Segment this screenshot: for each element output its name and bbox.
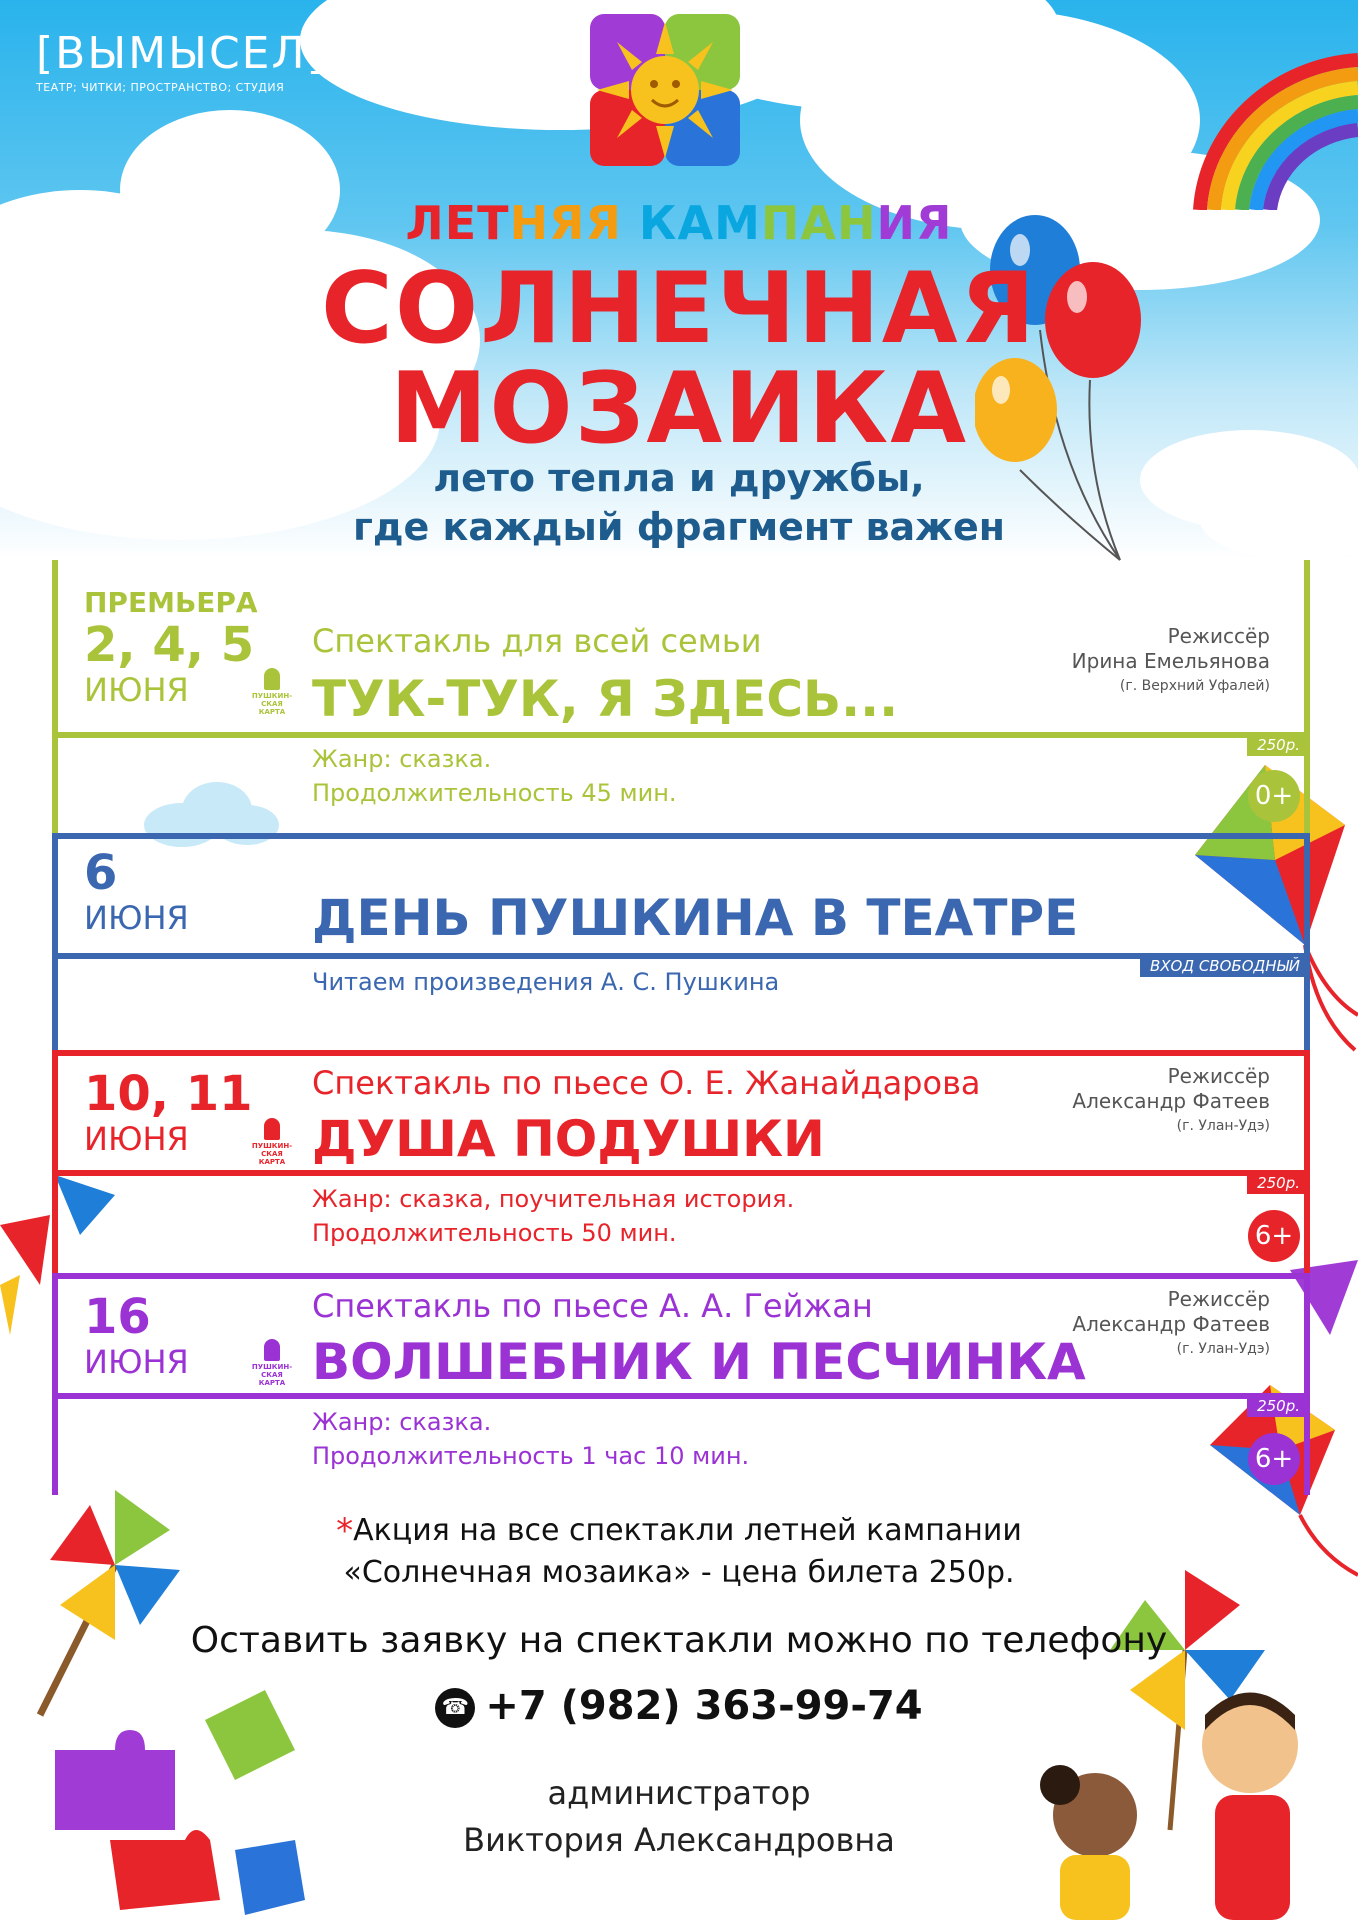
event-card-1 <box>52 560 1310 835</box>
subtitle-line-1: лето тепла и дружбы, <box>433 456 925 500</box>
promo-line-1-text: Акция на все спектакли летней кампании <box>353 1513 1022 1548</box>
campaign-heading-part: КАМ <box>621 196 761 250</box>
event-kicker: Спектакль по пьесе О. Е. Жанайдарова <box>312 1064 981 1102</box>
event-kicker: Спектакль для всей семьи <box>312 622 762 660</box>
event-border <box>52 560 58 835</box>
campaign-heading-part: ИЯ <box>876 196 953 250</box>
promo-line-1 <box>0 1510 1358 1552</box>
sun-logo-icon <box>590 14 740 166</box>
event-border <box>1304 833 1310 1053</box>
director-name: Александр Фатеев <box>1072 1312 1270 1336</box>
event-card-3 <box>52 1050 1310 1280</box>
event-kicker: Спектакль по пьесе А. А. Гейжан <box>312 1287 873 1325</box>
age-rating-badge: 6+ <box>1248 1433 1300 1485</box>
pushkin-card-badge <box>250 1118 294 1166</box>
event-divider <box>52 732 1310 738</box>
event-date-days: 2, 4, 5 <box>84 617 255 673</box>
price-tag: 250р. <box>1247 1172 1310 1194</box>
campaign-heading <box>0 196 1358 250</box>
event-border <box>52 833 58 1053</box>
event-date <box>84 847 189 937</box>
event-date-days: 16 <box>84 1289 151 1345</box>
director-city: (г. Улан-Удэ) <box>1176 1341 1270 1357</box>
event-title: ДЕНЬ ПУШКИНА В ТЕАТРЕ <box>312 889 1079 947</box>
director-city: (г. Улан-Удэ) <box>1176 1118 1270 1134</box>
phone-icon: ☎ <box>435 1688 475 1728</box>
event-card-4 <box>52 1273 1310 1495</box>
event-date <box>84 1291 189 1381</box>
director-city: (г. Верхний Уфалей) <box>1119 678 1270 694</box>
event-divider <box>52 953 1310 959</box>
director-role: Режиссёр <box>1167 624 1270 648</box>
apply-text: Оставить заявку на спектакли можно по телефону <box>190 1620 1168 1661</box>
brand-tagline: ТЕАТР; ЧИТКИ; ПРОСТРАНСТВО; СТУДИЯ <box>36 81 285 94</box>
event-border <box>52 1050 58 1280</box>
event-genre: Жанр: сказка. <box>312 745 492 773</box>
event-duration: Продолжительность 50 мин. <box>312 1219 677 1247</box>
event-divider <box>52 1273 1310 1279</box>
event-card-2 <box>52 833 1310 1053</box>
director-name: Александр Фатеев <box>1072 1089 1270 1113</box>
event-date-month: ИЮНЯ <box>84 671 189 709</box>
brand-name: [ВЫМЫСЕЛ] <box>36 28 326 79</box>
director-role: Режиссёр <box>1167 1064 1270 1088</box>
admin-role: администратор <box>547 1774 811 1812</box>
pushkin-card-label: ПУШКИН- СКАЯ КАРТА <box>251 692 293 716</box>
event-date-days: 6 <box>84 845 118 901</box>
pushkin-card-icon <box>264 668 280 690</box>
rainbow-illustration <box>1180 40 1358 210</box>
event-duration: Продолжительность 1 час 10 мин. <box>312 1442 750 1470</box>
free-entry-tag: ВХОД СВОБОДНЫЙ <box>1140 955 1310 977</box>
event-title: ВОЛШЕБНИК И ПЕСЧИНКА <box>312 1333 1086 1391</box>
pushkin-card-label: ПУШКИН- СКАЯ КАРТА <box>251 1142 293 1166</box>
price-tag: 250р. <box>1247 1395 1310 1417</box>
promo-text <box>0 1510 1358 1594</box>
event-border <box>1304 1273 1310 1495</box>
event-divider <box>52 1050 1310 1056</box>
price-tag: 250р. <box>1247 734 1310 756</box>
event-date-days: 10, 11 <box>84 1066 253 1122</box>
asterisk: * <box>336 1511 354 1551</box>
event-title: ТУК-ТУК, Я ЗДЕСЬ... <box>312 670 899 728</box>
premiere-label: ПРЕМЬЕРА <box>84 586 258 619</box>
title-line-2: МОЗАИКА <box>389 352 969 466</box>
event-meta <box>312 1182 794 1250</box>
pushkin-card-badge <box>250 1339 294 1387</box>
event-genre: Жанр: сказка, поучительная история. <box>312 1185 795 1213</box>
event-divider <box>52 1393 1310 1399</box>
admin-contact <box>0 1770 1358 1864</box>
event-genre: Жанр: сказка. <box>312 1408 492 1436</box>
event-duration: Продолжительность 45 мин. <box>312 779 677 807</box>
event-title: ДУША ПОДУШКИ <box>312 1110 825 1168</box>
event-meta <box>312 1405 749 1473</box>
phone-contact[interactable] <box>0 1683 1358 1729</box>
event-border <box>1304 560 1310 835</box>
event-date <box>84 1068 253 1158</box>
event-meta <box>312 742 677 810</box>
event-director <box>1072 1064 1270 1139</box>
title-line-1: СОЛНЕЧНАЯ <box>320 252 1038 366</box>
age-rating-badge: 6+ <box>1248 1210 1300 1262</box>
event-date-month: ИЮНЯ <box>84 899 189 937</box>
event-divider <box>52 833 1310 839</box>
director-role: Режиссёр <box>1167 1287 1270 1311</box>
event-date <box>84 586 258 709</box>
pushkin-card-label: ПУШКИН- СКАЯ КАРТА <box>251 1363 293 1387</box>
event-border <box>1304 1050 1310 1280</box>
event-divider <box>52 1170 1310 1176</box>
event-date-month: ИЮНЯ <box>84 1343 189 1381</box>
event-director <box>1072 1287 1270 1362</box>
campaign-heading-part: НЯЯ <box>509 196 622 250</box>
subtitle-line-2: где каждый фрагмент важен <box>353 505 1005 549</box>
director-name: Ирина Емельянова <box>1071 649 1270 673</box>
event-date-month: ИЮНЯ <box>84 1120 189 1158</box>
age-rating-badge: 0+ <box>1248 770 1300 822</box>
brand-logo <box>36 28 326 94</box>
promo-line-2: «Солнечная мозаика» - цена билета 250р. <box>343 1555 1015 1590</box>
admin-name: Виктория Александровна <box>463 1821 895 1859</box>
event-director <box>1072 624 1270 699</box>
pushkin-card-badge <box>250 668 294 716</box>
event-note: Читаем произведения А. С. Пушкина <box>312 968 780 996</box>
pushkin-card-icon <box>264 1339 280 1361</box>
event-border <box>52 1273 58 1495</box>
phone-number[interactable]: +7 (982) 363-99-74 <box>485 1683 923 1729</box>
pushkin-card-icon <box>264 1118 280 1140</box>
campaign-heading-part: ПАН <box>760 196 877 250</box>
campaign-heading-part: ЛЕТ <box>405 196 510 250</box>
